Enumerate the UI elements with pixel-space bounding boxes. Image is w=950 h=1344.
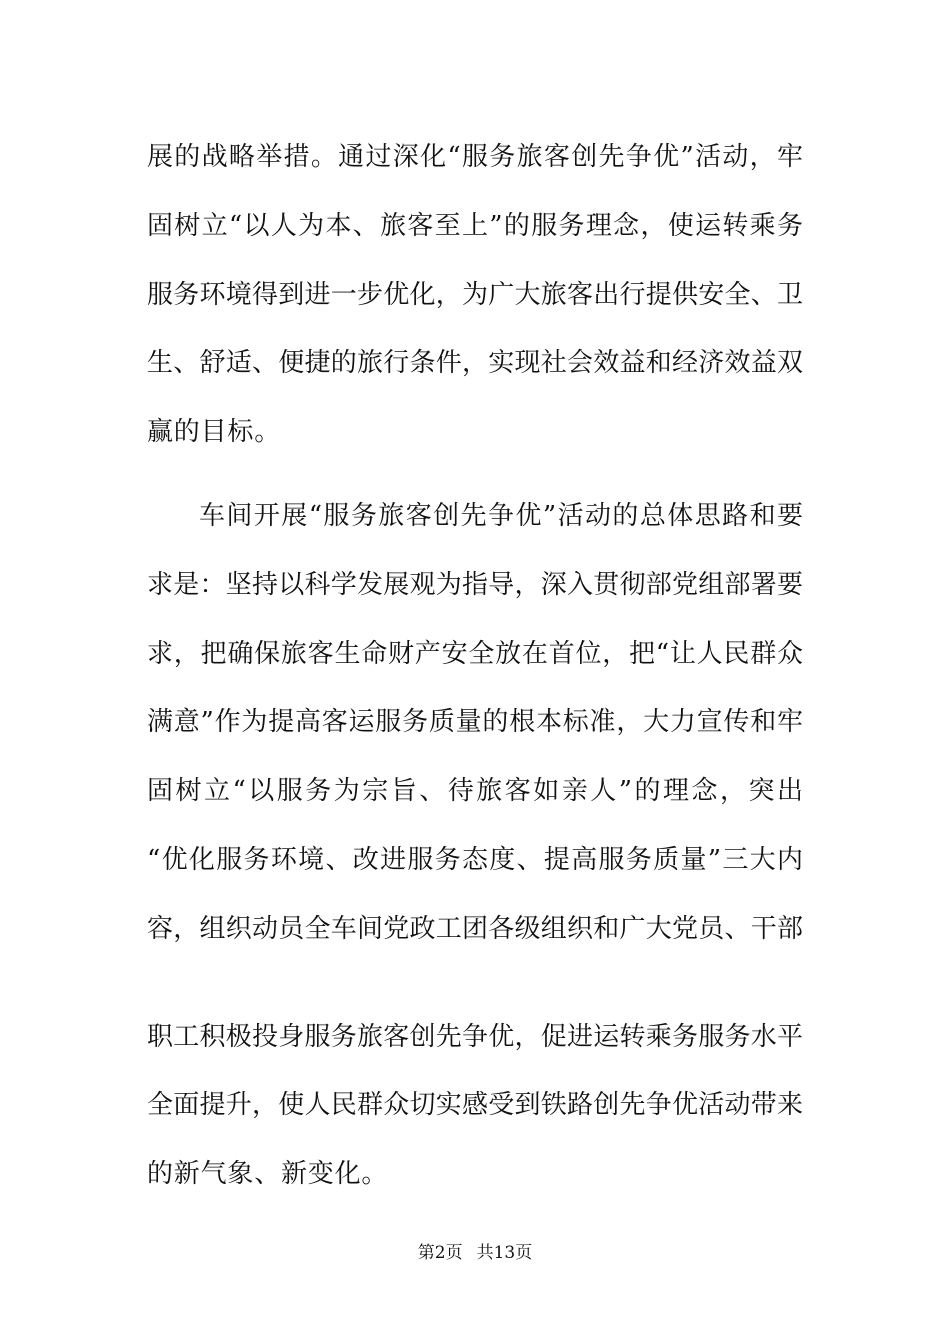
paragraph-2-first-line: 车间开展“服务旅客创先争优”活动的总体思路和要 bbox=[199, 501, 803, 531]
text-line-1: 展的战略举措。通过深化“服务旅客创先争优”活动，牢 bbox=[147, 142, 803, 172]
text-line-4: 生、舒适、便捷的旅行条件，实现社会效益和经济效益双 bbox=[147, 348, 803, 378]
page-footer bbox=[0, 1241, 950, 1265]
text-line-13: 职工积极投身服务旅客创先争优，促进运转乘务服务水平 bbox=[147, 1022, 803, 1052]
text-line-11: “优化服务环境、改进服务态度、提高服务质量”三大内 bbox=[147, 845, 803, 875]
page-number-current: 第2页 bbox=[417, 1243, 463, 1263]
text-line-2: 固树立“以人为本、旅客至上”的服务理念，使运转乘务 bbox=[147, 211, 803, 241]
text-line-8: 求，把确保旅客生命财产安全放在首位，把“让人民群众 bbox=[147, 639, 803, 669]
text-line-3: 服务环境得到进一步优化，为广大旅客出行提供安全、卫 bbox=[147, 280, 803, 310]
text-line-12: 容，组织动员全车间党政工团各级组织和广大党员、干部 bbox=[147, 914, 803, 944]
text-line-7: 求是：坚持以科学发展观为指导，深入贯彻部党组部署要 bbox=[147, 570, 803, 600]
text-line-9: 满意”作为提高客运服务质量的根本标准，大力宣传和牢 bbox=[147, 707, 803, 737]
text-line-10: 固树立“以服务为宗旨、待旅客如亲人”的理念，突出 bbox=[147, 776, 803, 806]
page-number-total: 共13页 bbox=[476, 1243, 533, 1263]
text-line-5: 赢的目标。 bbox=[147, 417, 282, 447]
text-line-14: 全面提升，使人民群众切实感受到铁路创先争优活动带来 bbox=[147, 1090, 803, 1120]
text-line-15: 的新气象、新变化。 bbox=[147, 1159, 389, 1189]
